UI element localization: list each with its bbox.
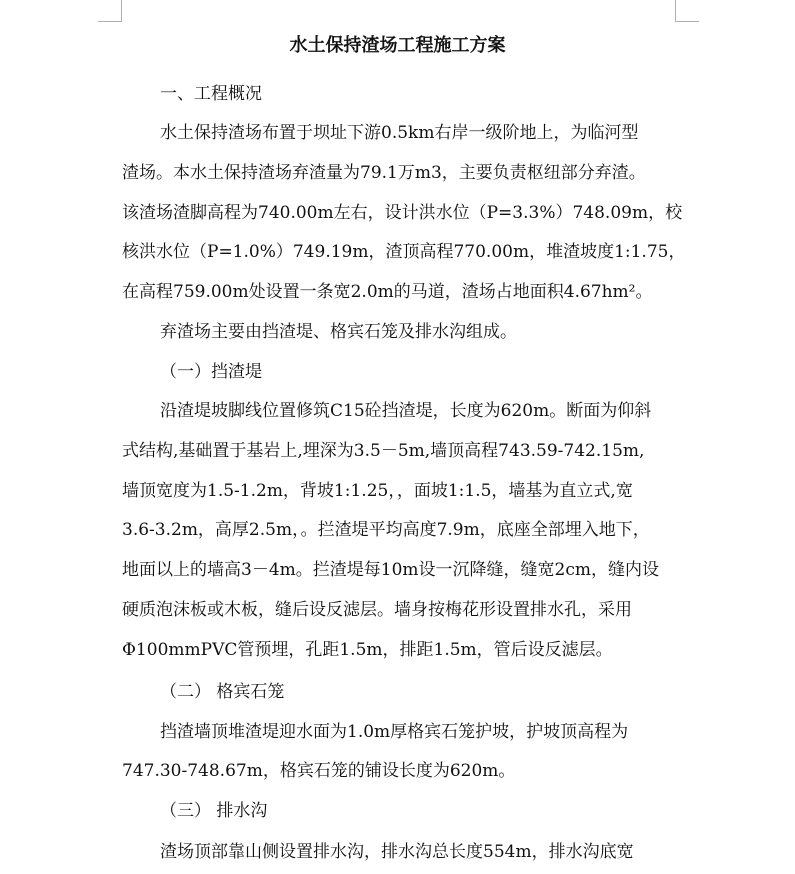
subsection-heading: （一）挡渣堤: [160, 362, 262, 382]
paragraph-line: 水土保持渣场布置于坝址下游0.5km右岸一级阶地上，为临河型: [160, 123, 639, 143]
paragraph-line: 核洪水位（P=1.0%）749.19m，渣顶高程770.00m，堆渣坡度1:1.75，: [122, 242, 686, 262]
subsection-heading: （二） 格宾石笼: [160, 682, 285, 702]
subsection-heading: （三） 排水沟: [160, 801, 268, 821]
paragraph-line: 沿渣堤坡脚线位置修筑C15砼挡渣堤，长度为620m。断面为仰斜: [160, 401, 652, 421]
paragraph-line: 墙顶宽度为1.5-1.2m，背坡1:1.25，，面坡1:1.5，墙基为直立式,宽: [122, 481, 633, 501]
paragraph-line: 渣场。本水土保持渣场弃渣量为79.1万m3，主要负责枢纽部分弃渣。: [122, 163, 646, 183]
paragraph-line: 挡渣墙顶堆渣堤迎水面为1.0m厚格宾石笼护坡，护坡顶高程为: [160, 722, 629, 742]
paragraph-line: 747.30-748.67m，格宾石笼的铺设长度为620m。: [122, 761, 516, 781]
margin-corner-mark: [121, 0, 122, 22]
paragraph-line: 硬质泡沫板或木板，缝后设反滤层。墙身按梅花形设置排水孔，采用: [122, 600, 632, 620]
paragraph-line: 弃渣场主要由挡渣堤、格宾石笼及排水沟组成。: [160, 322, 517, 342]
margin-corner-mark: [98, 21, 121, 22]
paragraph-line: 该渣场渣脚高程为740.00m左右，设计洪水位（P=3.3%）748.09m，校: [122, 203, 683, 223]
paragraph-line: 在高程759.00m处设置一条宽2.0m的马道，渣场占地面积4.67hm²。: [122, 282, 653, 302]
margin-corner-mark: [675, 0, 676, 22]
paragraph-line: Φ100mmPVC管预埋，孔距1.5m，排距1.5m，管后设反滤层。: [122, 640, 613, 660]
paragraph-line: 3.6-3.2m，高厚2.5m，。拦渣堤平均高度7.9m，底座全部埋入地下，: [122, 520, 650, 540]
paragraph-line: 渣场顶部靠山侧设置排水沟，排水沟总长度554m，排水沟底宽: [160, 842, 634, 862]
paragraph-line: 地面以上的墙高3－4m。拦渣堤每10m设一沉降缝，缝宽2cm，缝内设: [122, 560, 659, 580]
paragraph-line: 式结构,基础置于基岩上,埋深为3.5－5m,墙顶高程743.59-742.15m,: [122, 441, 645, 461]
margin-corner-mark: [676, 21, 699, 22]
document-title: 水土保持渣场工程施工方案: [289, 35, 506, 56]
section-heading: 一、工程概况: [160, 84, 262, 104]
